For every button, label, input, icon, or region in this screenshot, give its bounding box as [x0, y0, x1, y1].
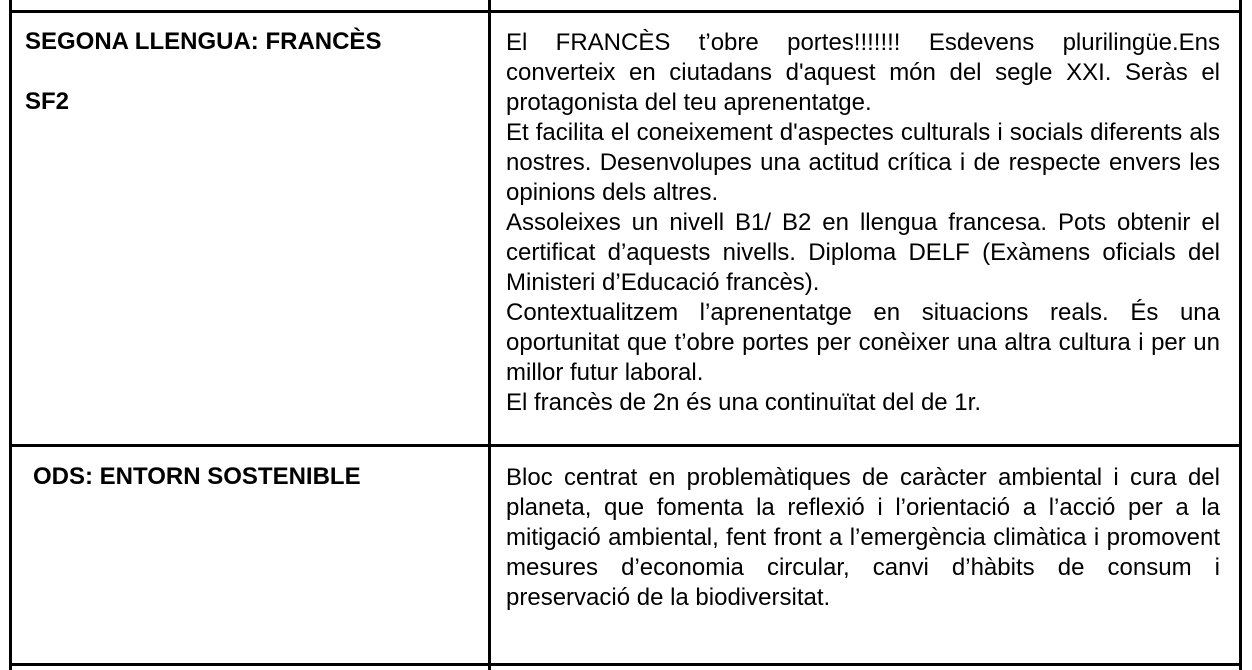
subject-cell-french [25, 28, 475, 116]
subject-title: ODS: ENTORN SOSTENIBLE [33, 463, 361, 490]
subject-title: SEGONA LLENGUA: FRANCÈS [25, 28, 382, 55]
description-paragraph: El FRANCÈS t’obre portes!!!!!!! Esdevens plurilingüe.Ens converteix en ciutadans d'aquest món del segle XXI. Seràs el protagonista del teu aprenentatge. [506, 29, 1220, 116]
table-row-border-middle [9, 444, 1242, 447]
description-paragraph: Bloc centrat en problemàtiques de caràcter ambiental i cura del planeta, que fomenta la reflexió i l’orientació a l’acció per a la mitigació ambiental, fent front a l’emergència climàtica i promovent mesures d’economia circular, canvi d’hàbits de consum i preservació de la biodiversitat. [506, 464, 1220, 611]
description-paragraph: Assoleixes un nivell B1/ B2 en llengua francesa. Pots obtenir el certificat d’aquests nivells. Diploma DELF (Exàmens oficials del Ministeri d’Educació francès). [506, 209, 1220, 296]
description-paragraph: Et facilita el coneixement d'aspectes culturals i socials diferents als nostres. Desenvolupes una actitud crítica i de respecte envers les opinions dels altres. [506, 119, 1220, 206]
description-paragraph: El francès de 2n és una continuïtat del de 1r. [506, 389, 981, 416]
table-row-border-bottom [9, 663, 1242, 666]
table-border-right [1239, 0, 1242, 670]
table-column-divider [488, 0, 491, 670]
table-row-border-top [9, 10, 1242, 13]
description-paragraph: Contextualitzem l’aprenentatge en situacions reals. És una oportunitat que t’obre portes per conèixer una altra cultura i per un millor futur laboral. [506, 299, 1220, 386]
subject-cell-ods [33, 463, 473, 491]
table-border-left [9, 0, 12, 670]
description-cell-ods [506, 463, 1220, 613]
description-cell-french [506, 28, 1220, 418]
subject-code: SF2 [25, 88, 70, 115]
